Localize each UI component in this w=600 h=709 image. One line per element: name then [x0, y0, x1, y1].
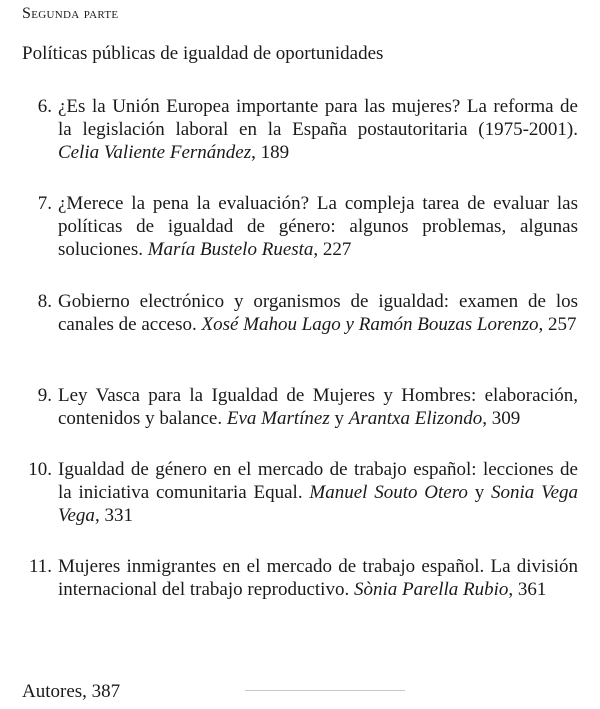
- entry-title: ¿Merece la pena la evaluación? La compleja tarea de evaluar las políticas de igualdad de género: algunos problemas, algunas soluciones.: [58, 193, 578, 260]
- entry-author: Sònia Parella Rubio: [353, 579, 509, 600]
- authors-page-number: 387: [91, 681, 121, 702]
- part-label: Segunda parte: [22, 5, 119, 22]
- entry-page-number: 227: [322, 239, 352, 260]
- entry-body: [58, 458, 578, 527]
- entry-number: 9.: [37, 385, 52, 406]
- entry-page-number: 331: [104, 505, 133, 526]
- scan-artifact-line: [245, 690, 405, 691]
- entry-number: 6.: [37, 96, 52, 117]
- entry-body: [58, 192, 578, 261]
- entry-page-number: 309: [491, 408, 521, 429]
- entry-separator: ,: [94, 505, 100, 526]
- entry-conjunction: y: [334, 408, 344, 429]
- entry-separator: ,: [538, 314, 544, 335]
- toc-entry-9: [22, 384, 578, 430]
- entry-author: Sonia Vega Vega: [58, 482, 579, 526]
- entry-title: Ley Vasca para la Igualdad de Mujeres y Hombres: elaboración, contenidos y balance.: [58, 385, 578, 429]
- entry-author: María Bustelo Ruesta: [147, 239, 314, 260]
- entry-title: Gobierno electrónico y organismos de igualdad: examen de los canales de acceso.: [58, 291, 578, 335]
- entry-author: Manuel Souto Otero: [309, 482, 468, 503]
- toc-entry-8: [22, 290, 578, 336]
- entry-title: Mujeres inmigrantes en el mercado de trabajo español. La división internacional del trabajo reproductivo.: [58, 556, 578, 600]
- entry-page-number: 189: [260, 142, 290, 163]
- entry-body: [58, 290, 578, 336]
- entry-body: [58, 95, 578, 164]
- entry-author: Arantxa Elizondo: [348, 408, 483, 429]
- toc-entry-6: [22, 95, 578, 164]
- entry-body: [58, 555, 578, 601]
- entry-number: 8.: [37, 291, 52, 312]
- entry-separator: ,: [251, 142, 256, 163]
- entry-separator: ,: [508, 579, 514, 600]
- entry-title: ¿Es la Unión Europea importante para las mujeres? La reforma de la legislación laboral en la España postautoritaria (1975-2001).: [58, 96, 578, 140]
- authors-label: Autores,: [22, 681, 87, 702]
- authors-entry: [22, 681, 120, 703]
- part-title: Políticas públicas de igualdad de oportunidades: [22, 43, 384, 64]
- entry-separator: ,: [313, 239, 319, 260]
- entry-number: 11.: [28, 556, 52, 577]
- toc-entry-11: [22, 555, 578, 601]
- entry-body: [58, 384, 578, 430]
- entry-separator: ,: [482, 408, 488, 429]
- entry-number: 10.: [28, 459, 52, 480]
- entry-author: Eva Martínez: [226, 408, 330, 429]
- entry-conjunction: y: [474, 482, 485, 503]
- toc-entry-10: [22, 458, 578, 527]
- entry-page-number: 361: [517, 579, 547, 600]
- entry-author: Xosé Mahou Lago y Ramón Bouzas Lorenzo: [201, 314, 539, 335]
- toc-entry-7: [22, 192, 578, 261]
- entry-number: 7.: [37, 193, 52, 214]
- entry-author: Celia Valiente Fernández: [58, 142, 252, 163]
- entry-page-number: 257: [548, 314, 577, 335]
- entry-title: Igualdad de género en el mercado de trabajo español: lecciones de la iniciativa comunitaria Equal.: [58, 459, 578, 503]
